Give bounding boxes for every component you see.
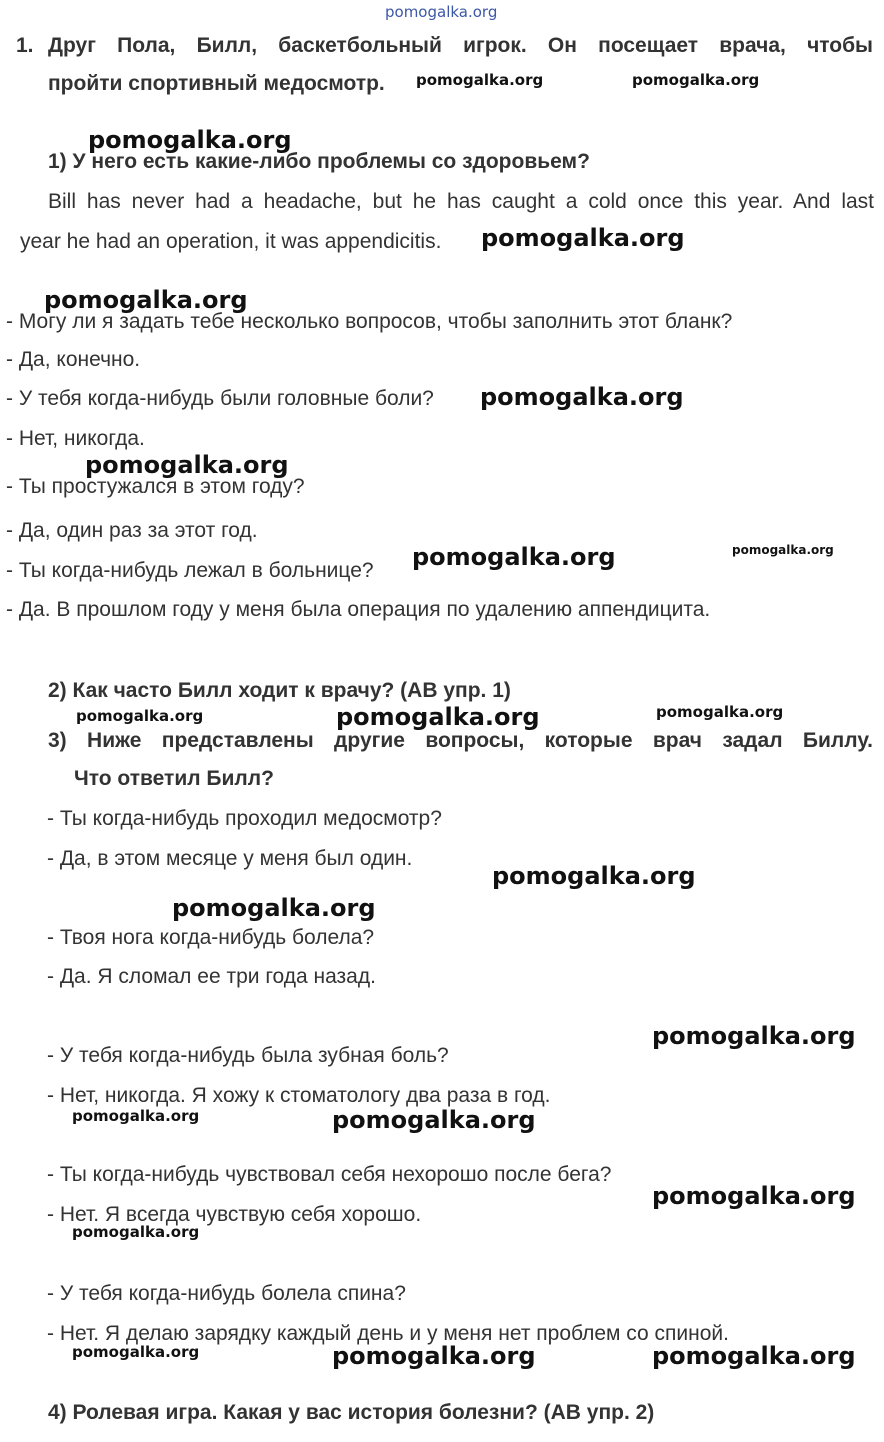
dialog-line: - Ты простужался в этом году? [6, 475, 305, 498]
dialog-line: - Да, в этом месяце у меня был один. [47, 847, 413, 870]
watermark: pomogalka.org [85, 451, 289, 479]
dialog-line: - Твоя нога когда-нибудь болела? [47, 926, 375, 949]
watermark: pomogalka.org [632, 71, 760, 89]
watermark: pomogalka.org [412, 543, 616, 571]
dialog-line: - Да, один раз за этот год. [6, 519, 258, 542]
watermark: pomogalka.org [656, 703, 784, 721]
watermark: pomogalka.org [652, 1022, 856, 1050]
watermark: pomogalka.org [652, 1342, 856, 1370]
question-3-heading-line2: Что ответил Билл? [74, 767, 274, 790]
watermark: pomogalka.org [480, 383, 684, 411]
watermark: pomogalka.org [44, 286, 248, 314]
watermark: pomogalka.org [332, 1106, 536, 1134]
dialog-line: - У тебя когда-нибудь была зубная боль? [47, 1044, 449, 1067]
dialog-line: - У тебя когда-нибудь болела спина? [47, 1282, 406, 1305]
watermark: pomogalka.org [416, 71, 544, 89]
watermark: pomogalka.org [652, 1182, 856, 1210]
watermark: pomogalka.org [172, 894, 376, 922]
question-1-heading: 1) У него есть какие-либо проблемы со здоровьем? [48, 150, 590, 173]
watermark: pomogalka.org [481, 224, 685, 252]
dialog-line: - Да. Я сломал ее три года назад. [47, 965, 376, 988]
watermark: pomogalka.org [72, 1343, 200, 1361]
watermark: pomogalka.org [72, 1107, 200, 1125]
answer-1-line2: year he had an operation, it was appendicitis. [20, 230, 442, 253]
watermark: pomogalka.org [492, 862, 696, 890]
dialog-line: - Нет, никогда. [6, 427, 145, 450]
dialog-line: - Ты когда-нибудь проходил медосмотр? [47, 807, 442, 830]
task-number: 1. [16, 34, 34, 57]
task-title-line1: Друг Пола, Билл, баскетбольный игрок. Он посещает врача, чтобы [48, 34, 873, 57]
question-3-heading-line1: 3) Ниже представлены другие вопросы, которые врач задал Биллу. [48, 729, 873, 752]
dialog-line: - Ты когда-нибудь чувствовал себя нехорошо после бега? [47, 1163, 612, 1186]
question-2-heading: 2) Как часто Билл ходит к врачу? (AB упр. 1) [48, 679, 511, 702]
watermark: pomogalka.org [88, 126, 292, 154]
dialog-line: - Да. В прошлом году у меня была операция по удалению аппендицита. [6, 598, 711, 621]
answer-1-line1: Bill has never had a headache, but he has caught a cold once this year. And last [48, 190, 874, 213]
watermark: pomogalka.org [732, 543, 834, 557]
dialog-line: - Могу ли я задать тебе несколько вопросов, чтобы заполнить этот бланк? [6, 310, 733, 333]
dialog-line: - Нет. Я делаю зарядку каждый день и у меня нет проблем со спиной. [47, 1322, 729, 1345]
watermark: pomogalka.org [332, 1342, 536, 1370]
dialog-line: - Ты когда-нибудь лежал в больнице? [6, 559, 374, 582]
header-watermark: pomogalka.org [385, 3, 498, 21]
dialog-line: - Нет, никогда. Я хожу к стоматологу два раза в год. [47, 1084, 551, 1107]
watermark: pomogalka.org [76, 707, 204, 725]
watermark: pomogalka.org [72, 1223, 200, 1241]
dialog-line: - Да, конечно. [6, 348, 141, 371]
dialog-line: - Нет. Я всегда чувствую себя хорошо. [47, 1203, 422, 1226]
watermark: pomogalka.org [336, 703, 540, 731]
dialog-line: - У тебя когда-нибудь были головные боли? [6, 387, 434, 410]
question-4-heading: 4) Ролевая игра. Какая у вас история болезни? (AB упр. 2) [48, 1401, 655, 1424]
task-title-line2: пройти спортивный медосмотр. [48, 72, 385, 95]
